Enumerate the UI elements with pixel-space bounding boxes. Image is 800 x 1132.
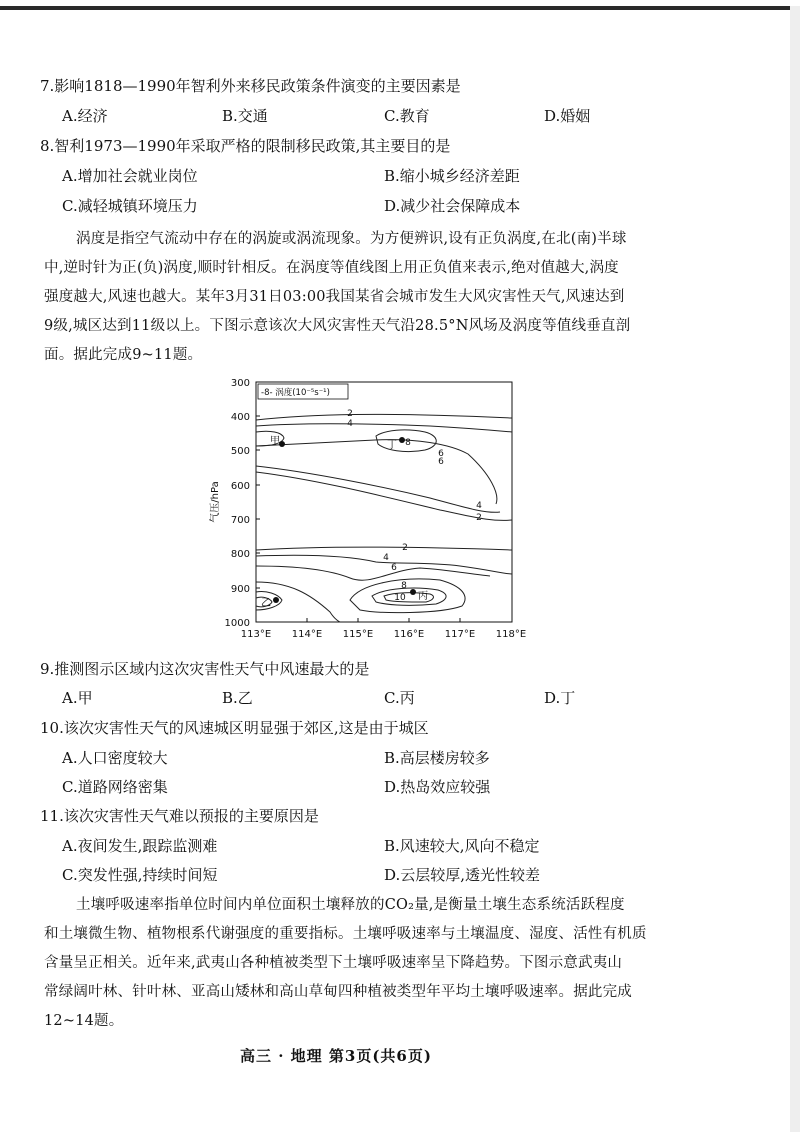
q10-option-b: B.高层楼房较多	[384, 749, 490, 767]
passage2-line: 12~14题。	[44, 1013, 124, 1029]
q8-option-c: C.减轻城镇环境压力	[62, 197, 198, 215]
q11-option-a: A.夜间发生,跟踪监测难	[62, 837, 218, 855]
q8-option-b: B.缩小城乡经济差距	[384, 167, 520, 185]
x-tick: 114°E	[291, 629, 323, 640]
q10-option-c: C.道路网络密集	[62, 778, 168, 796]
point-ding-label: 丁	[387, 440, 397, 451]
scan-top-edge	[0, 6, 800, 10]
q11-option-d: D.云层较厚,透光性较差	[384, 866, 541, 884]
contour-label: 8	[401, 581, 407, 591]
point-yi-label: 乙	[261, 598, 271, 609]
passage2-line: 和土壤微生物、植物根系代谢强度的重要指标。土壤呼吸速率与土壤温度、湿度、活性有机质	[44, 926, 647, 942]
q7-option-d: D.婚姻	[544, 107, 591, 125]
contour-label: 2	[347, 409, 353, 419]
q11-option-b: B.风速较大,风向不稳定	[384, 837, 540, 855]
q10-option-d: D.热岛效应较强	[384, 778, 491, 796]
contour-label: 6	[391, 563, 397, 573]
q8-option-a: A.增加社会就业岗位	[62, 167, 198, 185]
x-tick: 118°E	[495, 629, 527, 640]
passage2-line: 含量呈正相关。近年来,武夷山各种植被类型下土壤呼吸速率呈下降趋势。下图示意武夷山	[44, 955, 623, 971]
x-tick: 117°E	[444, 629, 476, 640]
y-tick: 400	[230, 412, 250, 423]
vorticity-figure	[200, 374, 540, 649]
contour-label: 4	[476, 501, 482, 511]
question-10-stem: 10.该次灾害性天气的风速城区明显强于郊区,这是由于城区	[40, 719, 429, 737]
q10-option-a: A.人口密度较大	[62, 749, 168, 767]
q7-option-a: A.经济	[62, 107, 108, 125]
q9-option-c: C.丙	[384, 689, 415, 707]
contour-label: 2	[402, 543, 408, 553]
q7-option-b: B.交通	[222, 107, 268, 125]
passage1-line: 面。据此完成9~11题。	[44, 347, 203, 363]
y-axis-label: 气压/hPa	[210, 481, 221, 523]
q9-option-d: D.丁	[544, 689, 576, 707]
y-tick: 1000	[224, 618, 250, 629]
y-tick: 700	[230, 515, 250, 526]
q9-option-b: B.乙	[222, 689, 253, 707]
q7-option-c: C.教育	[384, 107, 430, 125]
q9-option-a: A.甲	[62, 689, 93, 707]
passage2-line: 土壤呼吸速率指单位时间内单位面积土壤释放的CO₂量,是衡量土壤生态系统活跃程度	[76, 897, 625, 913]
y-tick: 500	[230, 446, 250, 457]
contour-label: 4	[347, 419, 353, 429]
q11-option-c: C.突发性强,持续时间短	[62, 866, 218, 884]
y-tick: 300	[230, 378, 250, 389]
question-9-stem: 9.推测图示区域内这次灾害性天气中风速最大的是	[40, 660, 370, 678]
passage2-line: 常绿阔叶林、针叶林、亚高山矮林和高山草甸四种植被类型年平均土壤呼吸速率。据此完成	[44, 984, 632, 1000]
x-tick: 113°E	[240, 629, 272, 640]
passage1-line: 涡度是指空气流动中存在的涡旋或涡流现象。为方便辨识,设有正负涡度,在北(南)半球	[76, 231, 627, 247]
point-ding-marker	[399, 437, 405, 443]
contour-label: 4	[383, 553, 389, 563]
point-jia-label: 甲	[270, 436, 280, 447]
vorticity-cross-section	[200, 374, 540, 649]
question-7-stem: 7.影响1818—1990年智利外来移民政策条件演变的主要因素是	[40, 77, 461, 95]
passage1-line: 强度越大,风速也越大。某年3月31日03:00我国某省会城市发生大风灾害性天气,风速达到	[44, 289, 625, 305]
point-bing-label: 丙	[418, 591, 428, 602]
y-tick: 600	[230, 481, 250, 492]
contour-label: 6	[438, 457, 444, 467]
q8-option-d: D.减少社会保障成本	[384, 197, 521, 215]
contour-label: 6	[438, 449, 444, 459]
plot-frame	[256, 382, 512, 622]
passage1-line: 中,逆时针为正(负)涡度,顺时针相反。在涡度等值线图上用正负值来表示,绝对值越大,涡度	[44, 260, 619, 276]
contour-label: 10	[394, 593, 406, 603]
point-yi-marker	[273, 597, 279, 603]
question-11-stem: 11.该次灾害性天气难以预报的主要原因是	[40, 807, 319, 825]
passage1-line: 9级,城区达到11级以上。下图示意该次大风灾害性天气沿28.5°N风场及涡度等值线垂直剖	[44, 318, 631, 334]
y-tick: 900	[230, 584, 250, 595]
y-tick: 800	[230, 549, 250, 560]
upper-contours	[256, 414, 512, 520]
point-bing-marker	[410, 589, 416, 595]
scan-right-edge	[790, 6, 800, 1132]
question-8-stem: 8.智利1973—1990年采取严格的限制移民政策,其主要目的是	[40, 137, 451, 155]
x-tick: 116°E	[393, 629, 425, 640]
legend-text: -8- 涡度(10⁻⁵s⁻¹)	[261, 388, 330, 398]
page-footer: 高三 · 地理 第3页(共6页)	[240, 1047, 432, 1065]
contour-label: 2	[476, 513, 482, 523]
contour-label: 8	[405, 438, 411, 448]
x-tick: 115°E	[342, 629, 374, 640]
